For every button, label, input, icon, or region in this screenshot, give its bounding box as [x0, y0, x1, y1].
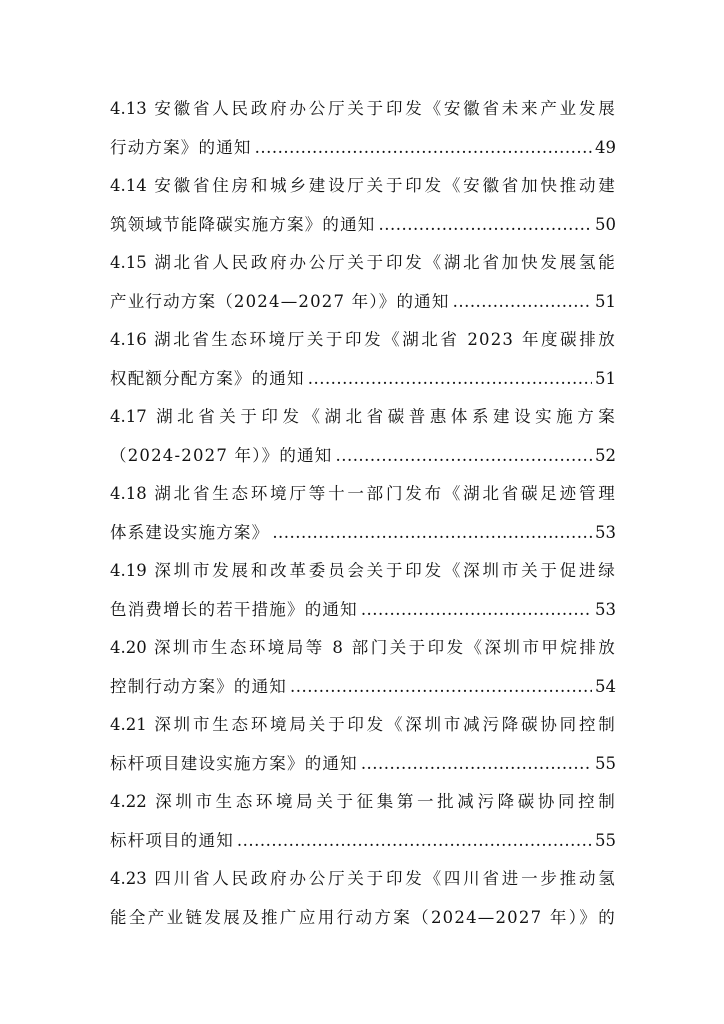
toc-entry[interactable] — [110, 629, 616, 706]
toc-entry-continuation-line — [110, 206, 616, 245]
toc-entry-title-line — [110, 321, 616, 360]
toc-entry-number: 4.16 — [110, 330, 147, 349]
toc-entry-title-continued: 行动方案》的通知 — [110, 137, 252, 157]
toc-entry-title-continued: 能全产业链发展及推广应用行动方案（2024—2027 年）》的 — [110, 907, 616, 927]
toc-entry[interactable] — [110, 90, 616, 167]
dot-leader — [335, 437, 592, 476]
toc-entry-title: 四川省人民政府办公厅关于印发《四川省进一步推动氢 — [152, 869, 616, 888]
toc-entry-title: 安徽省人民政府办公厅关于印发《安徽省未来产业发展 — [152, 99, 616, 118]
toc-entry-number: 4.19 — [110, 561, 147, 580]
toc-entry-title-line — [110, 552, 616, 591]
toc-entry-page-number[interactable]: 51 — [595, 368, 616, 388]
dot-leader — [255, 129, 592, 168]
toc-entry-title-continued: 权配额分配方案》的通知 — [110, 368, 305, 388]
toc-entry[interactable] — [110, 552, 616, 629]
toc-entry[interactable] — [110, 783, 616, 860]
toc-entry-continuation-line — [110, 437, 616, 476]
toc-entry-title: 湖北省生态环境厅关于印发《湖北省 2023 年度碳排放 — [152, 330, 616, 349]
dot-leader — [308, 360, 592, 399]
toc-entry-number: 4.20 — [110, 638, 147, 657]
toc-entry-title: 深圳市生态环境局关于印发《深圳市减污降碳协同控制 — [152, 715, 616, 734]
toc-entry-continuation-line — [110, 899, 616, 938]
dot-leader — [379, 206, 593, 245]
toc-entry-number: 4.17 — [110, 407, 147, 426]
toc-entry-page-number[interactable]: 52 — [595, 445, 616, 465]
toc-entry-number: 4.13 — [110, 99, 147, 118]
toc-entry-title-line — [110, 167, 616, 206]
toc-entry-continuation-line — [110, 745, 616, 784]
toc-entry[interactable] — [110, 244, 616, 321]
toc-entry-title-line — [110, 398, 616, 437]
toc-entry-page-number[interactable]: 55 — [595, 830, 616, 850]
dot-leader — [272, 514, 592, 553]
toc-entry-title: 安徽省住房和城乡建设厅关于印发《安徽省加快推动建 — [152, 176, 616, 195]
toc-entry-title-line — [110, 706, 616, 745]
toc-entry-title-continued: 体系建设实施方案》 — [110, 522, 270, 542]
toc-entry-number: 4.15 — [110, 253, 147, 272]
toc-entry-title: 深圳市发展和改革委员会关于印发《深圳市关于促进绿 — [152, 561, 616, 580]
toc-entry-title-line — [110, 860, 616, 899]
toc-entry-title: 湖北省人民政府办公厅关于印发《湖北省加快发展氢能 — [152, 253, 616, 272]
toc-entry[interactable] — [110, 475, 616, 552]
dot-leader — [361, 591, 592, 630]
toc-entry-continuation-line — [110, 129, 616, 168]
toc-entry-page-number[interactable]: 49 — [595, 137, 616, 157]
toc-entry-title-line — [110, 783, 616, 822]
toc-entry[interactable] — [110, 860, 616, 937]
toc-entry-title-continued: 产业行动方案（2024—2027 年）》的通知 — [110, 291, 450, 311]
toc-entry-number: 4.23 — [110, 869, 147, 888]
toc-entry-title-continued: 标杆项目建设实施方案》的通知 — [110, 753, 358, 773]
toc-entry-title-line — [110, 475, 616, 514]
toc-entry-title: 湖北省关于印发《湖北省碳普惠体系建设实施方案 — [152, 407, 616, 426]
toc-entry-page-number[interactable]: 55 — [595, 753, 616, 773]
toc-entry-page-number[interactable]: 53 — [595, 599, 616, 619]
toc-entry-title: 深圳市生态环境局等 8 部门关于印发《深圳市甲烷排放 — [152, 638, 616, 657]
toc-entry-number: 4.18 — [110, 484, 147, 503]
toc-entry-page-number[interactable]: 51 — [595, 291, 616, 311]
toc-entry-number: 4.14 — [110, 176, 147, 195]
dot-leader — [237, 822, 592, 861]
toc-entry-continuation-line — [110, 668, 616, 707]
toc-entry[interactable] — [110, 167, 616, 244]
toc-entry-continuation-line — [110, 360, 616, 399]
toc-entry-title-line — [110, 90, 616, 129]
toc-entry-page-number[interactable]: 50 — [595, 214, 616, 234]
toc-entry-continuation-line — [110, 283, 616, 322]
toc-entry-title-continued: （2024-2027 年）》的通知 — [110, 445, 333, 465]
toc-entry[interactable] — [110, 706, 616, 783]
toc-entry-title-line — [110, 629, 616, 668]
toc-entry-page-number[interactable]: 54 — [595, 676, 616, 696]
toc-entry-title-continued: 筑领域节能降碳实施方案》的通知 — [110, 214, 376, 234]
toc-entry-number: 4.21 — [110, 715, 147, 734]
toc-entry[interactable] — [110, 321, 616, 398]
toc-entry-title-line — [110, 244, 616, 283]
toc-entry-title: 深圳市生态环境局关于征集第一批减污降碳协同控制 — [152, 792, 616, 811]
toc-entry[interactable] — [110, 398, 616, 475]
toc-entry-title: 湖北省生态环境厅等十一部门发布《湖北省碳足迹管理 — [152, 484, 616, 503]
toc-entry-title-continued: 色消费增长的若干措施》的通知 — [110, 599, 358, 619]
toc-entry-continuation-line — [110, 591, 616, 630]
toc-entry-title-continued: 控制行动方案》的通知 — [110, 676, 287, 696]
toc-entry-number: 4.22 — [110, 792, 147, 811]
toc-entry-title-continued: 标杆项目的通知 — [110, 830, 234, 850]
table-of-contents — [110, 90, 616, 937]
toc-entry-continuation-line — [110, 822, 616, 861]
toc-entry-continuation-line — [110, 514, 616, 553]
dot-leader — [453, 283, 592, 322]
dot-leader — [290, 668, 592, 707]
toc-entry-page-number[interactable]: 53 — [595, 522, 616, 542]
dot-leader — [361, 745, 592, 784]
